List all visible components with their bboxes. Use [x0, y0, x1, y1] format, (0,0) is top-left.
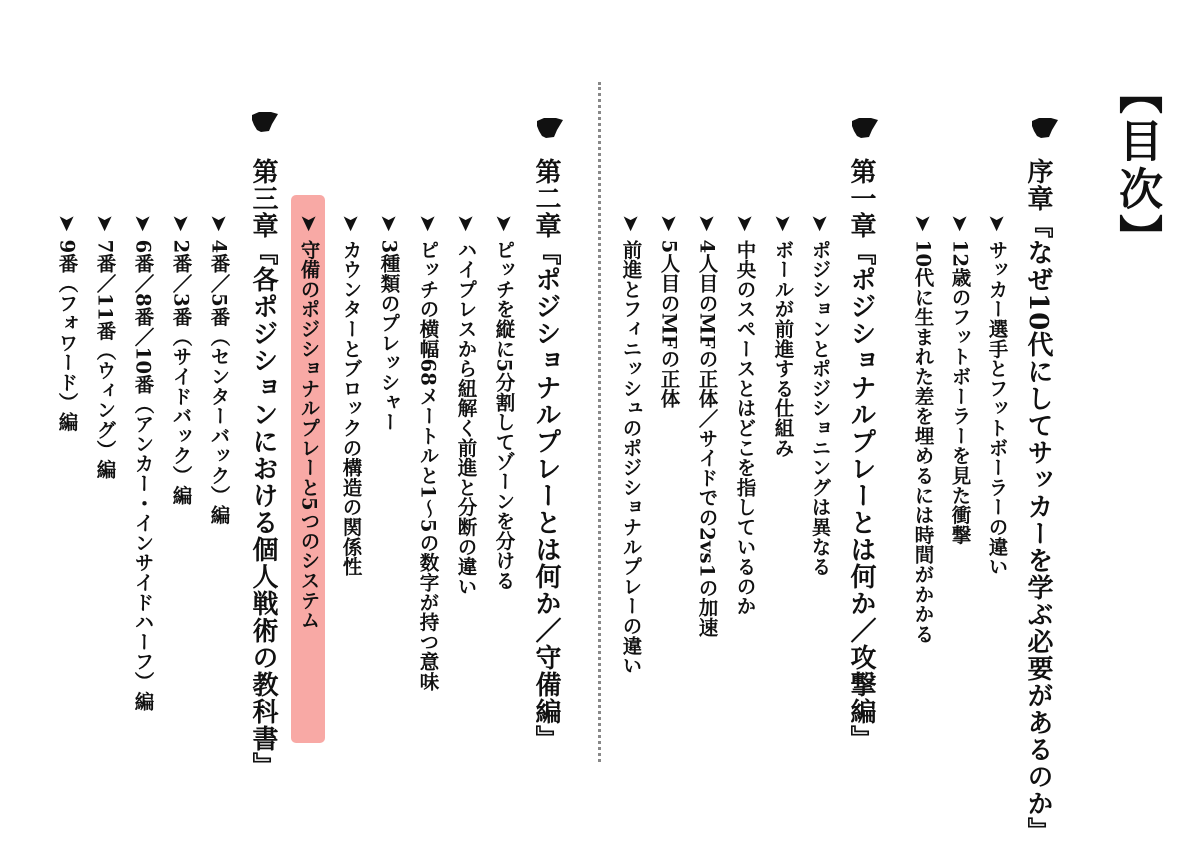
- arrow-bullet-icon: ➤: [948, 215, 972, 232]
- toc-item: ➤中央のスペースとはどこを指しているのか: [733, 215, 757, 616]
- toc-item: ➤12歳のフットボーラーを見た衝撃: [948, 215, 972, 545]
- arrow-bullet-icon: ➤: [207, 215, 231, 232]
- arrow-bullet-icon: ➤: [339, 215, 363, 232]
- toc-item: ➤サッカー選手とフットボーラーの違い: [985, 215, 1009, 577]
- chapter2-heading: 第二章『ポジショナルプレーとは何か／守備編』: [531, 158, 561, 752]
- toc-item: ➤4人目のMFの正体／サイドでの2vs1の加速: [695, 215, 719, 638]
- arrow-bullet-icon: ➤: [492, 215, 516, 232]
- toc-item: ➤ピッチの横幅68メートルと1～5の数字が持つ意味: [416, 215, 440, 692]
- arrow-bullet-icon: ➤: [454, 215, 478, 232]
- page-title: 【目次】: [1111, 70, 1162, 262]
- arrow-bullet-icon: ➤: [93, 215, 117, 232]
- toc-item: ➤7番／11番（ウィング）編: [93, 215, 117, 480]
- arrow-bullet-icon: ➤: [985, 215, 1009, 232]
- prologue-heading: 序章『なぜ10代にしてサッカーを学ぶ必要があるのか』: [1023, 158, 1053, 845]
- arrow-bullet-icon: ➤: [619, 215, 643, 232]
- toc-item: ➤3種類のプレッシャー: [377, 215, 401, 432]
- spain-map-icon: [250, 110, 280, 134]
- arrow-bullet-icon: ➤: [657, 215, 681, 232]
- arrow-bullet-icon: ➤: [808, 215, 832, 232]
- column-divider: [598, 82, 601, 762]
- toc-item: ➤2番／3番（サイドバック）編: [169, 215, 193, 505]
- toc-item: ➤ボールが前進する仕組み: [771, 215, 795, 458]
- arrow-bullet-icon: ➤: [695, 215, 719, 232]
- arrow-bullet-icon: ➤: [297, 215, 321, 232]
- arrow-bullet-icon: ➤: [131, 215, 155, 232]
- toc-item: ➤前進とフィニッシュのポジショナルプレーの違い: [619, 215, 643, 676]
- arrow-bullet-icon: ➤: [733, 215, 757, 232]
- spain-map-icon: [850, 116, 880, 140]
- arrow-bullet-icon: ➤: [55, 215, 79, 232]
- arrow-bullet-icon: ➤: [377, 215, 401, 232]
- toc-item: ➤5人目のMFの正体: [657, 215, 681, 409]
- toc-item: ➤9番（フォワード）編: [55, 215, 79, 432]
- toc-item-highlighted: ➤守備のポジショナルプレーと5つのシステム: [297, 215, 321, 630]
- arrow-bullet-icon: ➤: [911, 215, 935, 232]
- arrow-bullet-icon: ➤: [169, 215, 193, 232]
- toc-item: ➤カウンターとブロックの構造の関係性: [339, 215, 363, 577]
- chapter1-heading: 第一章『ポジショナルプレーとは何か／攻撃編』: [846, 158, 876, 752]
- spain-map-icon: [535, 116, 565, 140]
- toc-item: ➤10代に生まれた差を埋めるには時間がかかる: [911, 215, 935, 644]
- toc-item: ➤6番／8番／10番（アンカー・インサイドハーフ）編: [131, 215, 155, 711]
- spain-map-icon: [1030, 116, 1060, 140]
- chapter3-heading: 第三章『各ポジションにおける個人戦術の教科書』: [248, 158, 278, 779]
- toc-item: ➤ハイプレスから紐解く前進と分断の違い: [454, 215, 478, 597]
- toc-item: ➤ポジションとポジショニングは異なる: [808, 215, 832, 577]
- toc-item: ➤4番／5番（センターバック）編: [207, 215, 231, 525]
- arrow-bullet-icon: ➤: [416, 215, 440, 232]
- toc-item: ➤ピッチを縦に5分割してゾーンを分ける: [492, 215, 516, 591]
- arrow-bullet-icon: ➤: [771, 215, 795, 232]
